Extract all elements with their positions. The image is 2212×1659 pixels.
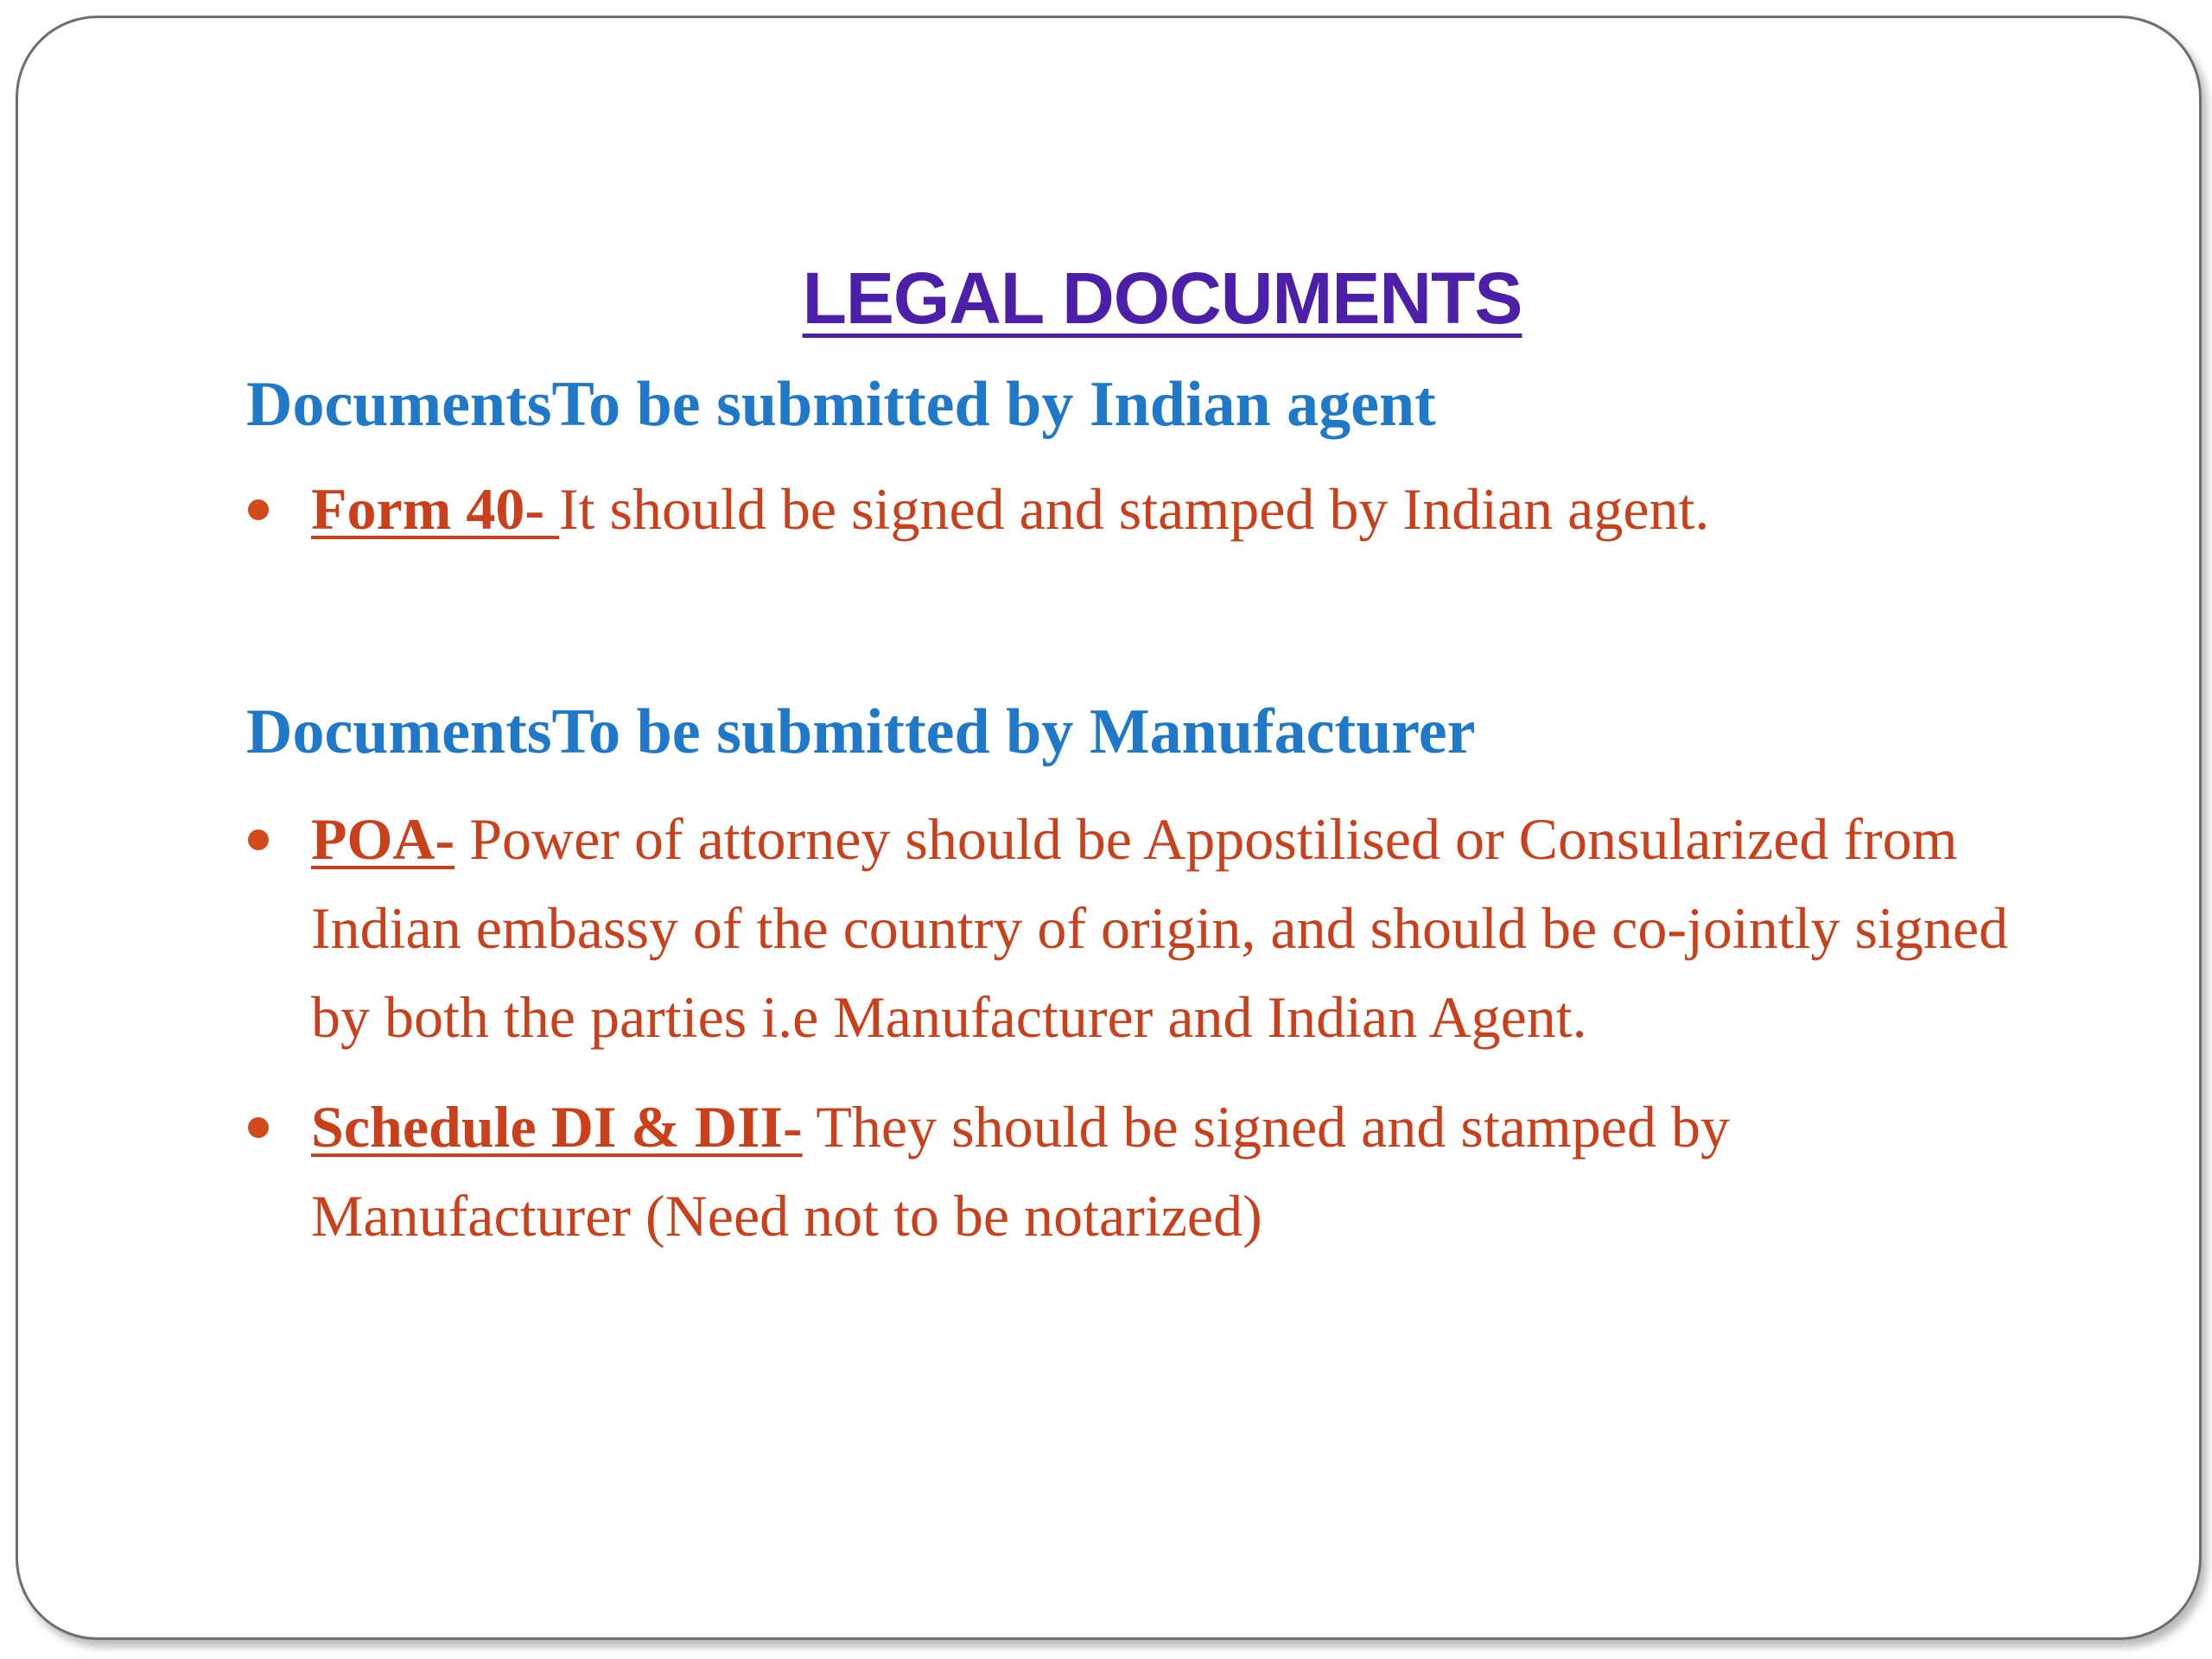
item-text: Power of attorney should be Appostilised or Consularized from Indian embassy of the country of origin, and should be co-jointly signed by both the parties i.e Manufacturer and Indian Agent. <box>311 806 2009 1050</box>
item-term: Form 40- <box>311 476 560 542</box>
list-item-poa <box>246 795 2044 1062</box>
bullet-list-indian-agent <box>246 465 2044 575</box>
slide-title: LEGAL DOCUMENTS <box>802 257 1522 339</box>
list-item-form-40 <box>246 465 2044 554</box>
item-text: It should be signed and stamped by Indian agent. <box>559 476 1710 542</box>
list-item-schedule-di-dii <box>246 1083 2044 1261</box>
bullet-dot-icon <box>248 830 269 850</box>
item-term: Schedule DI & DII- <box>311 1094 803 1160</box>
section-heading-manufacturer: DocumentsTo be submitted by Manufacturer <box>246 696 1476 767</box>
item-term: POA- <box>311 806 455 872</box>
section-heading-indian-agent: DocumentsTo be submitted by Indian agent <box>246 369 1436 440</box>
bullet-dot-icon <box>248 1117 269 1138</box>
bullet-list-manufacturer <box>246 795 2044 1281</box>
item-text: They should be signed and stamped by Manufacturer (Need not to be notarized) <box>311 1094 1730 1249</box>
bullet-dot-icon <box>248 499 269 520</box>
